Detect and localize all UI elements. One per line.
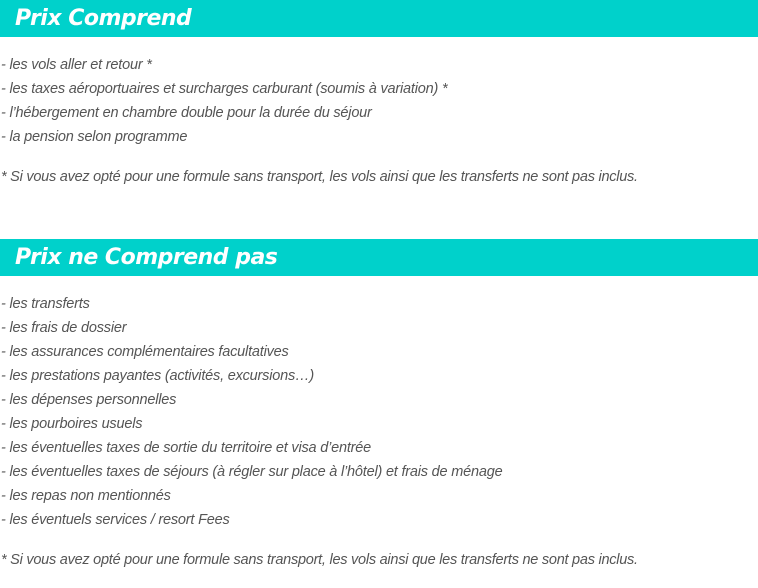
list-item: - les repas non mentionnés xyxy=(1,488,171,504)
list-item: - la pension selon programme xyxy=(1,129,188,145)
list-item: - les dépenses personnelles xyxy=(1,392,177,408)
list-item: - les éventuelles taxes de sortie du territoire et visa d’entrée xyxy=(1,440,372,456)
list-item: - les prestations payantes (activités, excursions…) xyxy=(1,368,314,384)
list-item: - les taxes aéroportuaires et surcharges carburant (soumis à variation) * xyxy=(1,81,448,97)
list-item: - les assurances complémentaires facultatives xyxy=(1,344,289,360)
price-excluded-list xyxy=(1,292,502,532)
list-item: - les éventuelles taxes de séjours (à régler sur place à l’hôtel) et frais de ménage xyxy=(1,464,503,480)
price-excluded-title: Prix ne Comprend pas xyxy=(0,239,758,276)
list-item: - les transferts xyxy=(1,296,90,312)
list-item: - l’hébergement en chambre double pour la durée du séjour xyxy=(1,105,372,121)
price-included-note: * Si vous avez opté pour une formule sans transport, les vols ainsi que les transferts ne sont pas inclus. xyxy=(1,169,638,185)
price-included-list xyxy=(1,53,447,149)
list-item: - les vols aller et retour * xyxy=(1,57,152,73)
list-item: - les frais de dossier xyxy=(1,320,127,336)
price-excluded-note: * Si vous avez opté pour une formule sans transport, les vols ainsi que les transferts ne sont pas inclus. xyxy=(1,552,638,568)
list-item: - les pourboires usuels xyxy=(1,416,143,432)
list-item: - les éventuels services / resort Fees xyxy=(1,512,230,528)
price-included-title: Prix Comprend xyxy=(0,0,758,37)
